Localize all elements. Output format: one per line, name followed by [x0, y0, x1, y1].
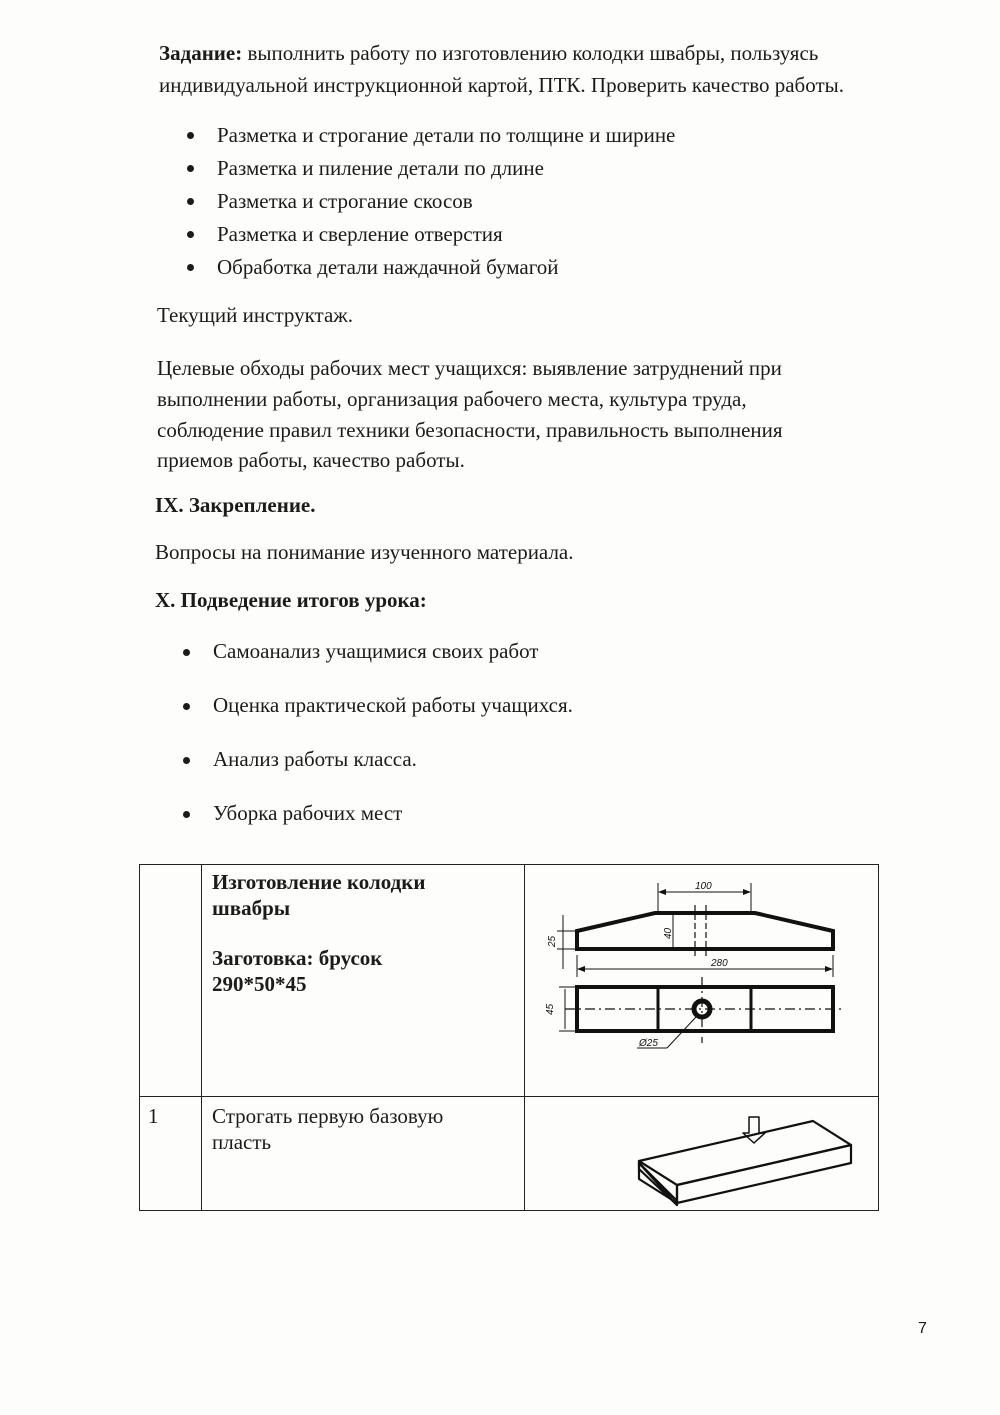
- list-item: Разметка и строгание скосов: [186, 185, 675, 218]
- dim-top-width: 100: [695, 881, 712, 892]
- task-text-line2: индивидуальной инструкционной картой, ПТК. Проверить качество работы.: [159, 73, 844, 97]
- list-item: Уборка рабочих мест: [182, 798, 573, 852]
- dim-length: 280: [711, 958, 728, 969]
- page-number: 7: [918, 1320, 927, 1337]
- step-drawing-cell: [525, 1097, 879, 1211]
- walkthrough-line4: приемов работы, качество работы.: [157, 448, 465, 472]
- card-blank-line2: 290*50*45: [212, 972, 307, 996]
- summary-list: [182, 636, 573, 852]
- section9-text: Вопросы на понимание изученного материала.: [155, 540, 574, 564]
- card-title-line1: Изготовление колодки: [212, 870, 426, 894]
- task-steps-list: [186, 119, 675, 284]
- task-label: Задание:: [159, 41, 243, 65]
- list-item: Оценка практической работы учащихся.: [182, 690, 573, 744]
- section10-title: X. Подведение итогов урока:: [155, 588, 427, 612]
- list-item: Разметка и сверление отверстия: [186, 218, 675, 251]
- card-header-title-cell: [202, 865, 525, 1097]
- table-row: [140, 1097, 879, 1211]
- section9-title: IX. Закрепление.: [155, 493, 316, 517]
- dim-hole: Ø25: [639, 1038, 658, 1049]
- step-text-line2: пласть: [212, 1130, 272, 1154]
- step-text-line1: Строгать первую базовую: [212, 1104, 444, 1128]
- card-drawing-cell: [525, 865, 879, 1097]
- walkthrough-line3: соблюдение правил техники безопасности, правильность выполнения: [157, 418, 783, 442]
- plank-drawing: [525, 1097, 877, 1209]
- card-blank-line1: Заготовка: брусок: [212, 946, 383, 970]
- list-item: Анализ работы класса.: [182, 744, 573, 798]
- dim-thickness: 25: [547, 935, 558, 947]
- mop-block-drawing: [525, 865, 877, 1095]
- dim-width: 45: [545, 1003, 556, 1015]
- dim-height: 40: [663, 927, 674, 939]
- instruction-text: Текущий инструктаж.: [157, 303, 354, 327]
- card-header-num: [140, 865, 202, 1097]
- instruction-card-table: [139, 864, 879, 1211]
- step-text-cell: [202, 1097, 525, 1211]
- list-item: Самоанализ учащимися своих работ: [182, 636, 573, 690]
- walkthrough-line2: выполнении работы, организация рабочего места, культура труда,: [157, 387, 747, 411]
- task-paragraph-line1: [159, 38, 818, 69]
- list-item: Разметка и пиление детали по длине: [186, 152, 675, 185]
- list-item: Разметка и строгание детали по толщине и ширине: [186, 119, 675, 152]
- walkthrough-line1: Целевые обходы рабочих мест учащихся: выявление затруднений при: [157, 356, 782, 380]
- step-number: 1: [148, 1104, 159, 1128]
- task-text-line1: выполнить работу по изготовлению колодки швабры, пользуясь: [242, 41, 819, 65]
- step-num-cell: [140, 1097, 202, 1211]
- card-title-line2: швабры: [212, 896, 291, 920]
- table-row: [140, 865, 879, 1097]
- list-item: Обработка детали наждачной бумагой: [186, 251, 675, 284]
